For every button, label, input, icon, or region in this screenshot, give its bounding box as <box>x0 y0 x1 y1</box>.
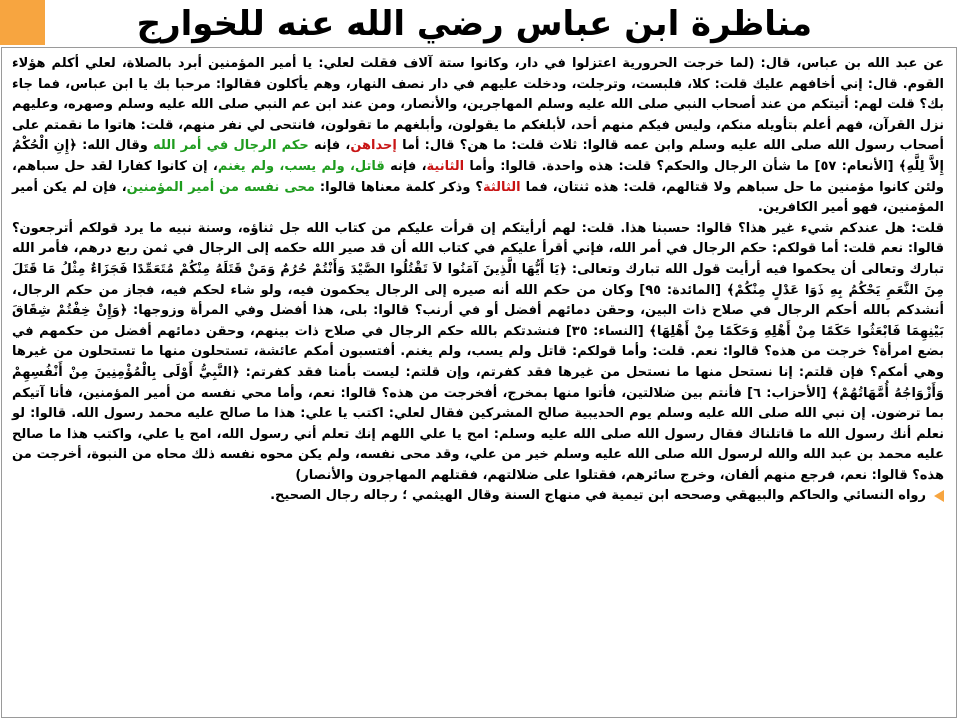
text-segment: قلت: هل عندكم شيء غير هذا؟ قالوا: حسبنا هذا. قلت: لهم أرأيتكم إن قرأت عليكم من كتاب الله جل ثناؤه، وسنة نبيه ما يرد قولكم أترجعون؟ قالوا: نعم قلت: أما قولكم: حكم الرجال في أمر الله، فإني أقرأ عليكم في كتاب الله أن قد صير الله حكمه إلى الرجال في ثمن ربع درهم، فأمر الله تبارك وتعالى أن يحكموا فيه أرأيت قول الله تبارك وتعالى: ﴿يَا أَيُّهَا الَّذِينَ آمَنُوا لاَ تَقْتُلُوا الصَّيْدَ وَأَنْتُمْ حُرُمٌ وَمَنْ قَتَلَهُ مِنْكُمْ مُتَعَمِّدًا فَجَزَاءٌ مِثْلُ مَا قَتَلَ مِنَ النَّعَمِ يَحْكُمُ بِهِ ذَوَا عَدْلٍ مِنْكُمْ﴾ [المائدة: ٩٥] وكان من حكم الله أنه صيره إلى الرجال يحكمون فيه، ولو شاء لحكم فيه، فجاز من حكم الرجال، أنشدكم بالله أحكم الرجال في صلاح ذات البين، وحقن دمائهم أفضل أو في أرنب؟ قالوا: بلى، هذا أفضل وفي المرأة وزوجها: ﴿وَإِنْ خِفْتُمْ شِقَاقَ بَيْنِهِمَا فَابْعَثُوا حَكَمًا مِنْ أَهْلِهِ وَحَكَمًا مِنْ أَهْلِهَا﴾ [النساء: ٣٥] فنشدتكم بالله حكم الرجال في صلاح ذات بينهم، وحقن دمائهم أفضل من حكمهم في بضع امرأة؟ خرجت من هذه؟ قالوا: نعم. قلت: وأما قولكم: قاتل ولم يسب، ولم يغنم. أفتسبون أمكم عائشة، تستحلون منها ما تستحلون من غيرها وهي أمكم؟ فإن قلتم: إنا نستحل منها ما نستحل من غيرها فقد كفرتم، وإن قلتم: ليست بأمنا فقد كفرتم: ﴿النَّبِيُّ أَوْلَى بِالْمُؤْمِنِينَ مِنْ أَنْفُسِهِمْ وَأَزْوَاجُهُ أُمَّهَاتُهُمْ﴾ [الأحزاب: ٦] فأنتم بين ضلالتين، فأتوا منها بمخرج، أفخرجت من هذه؟ قالوا: نعم، وأما محي نفسه من أمير المؤمنين، فأنا آتيكم بما ترضون. إن نبي الله صلى الله عليه وسلم يوم الحديبية صالح المشركين فقال لعلي: اكتب يا علي: هذا ما صالح عليه محمد رسول الله. قالوا: لو نعلم أنك رسول الله ما قاتلناك فقال رسول الله صلى الله عليه وسلم: امح يا علي اللهم إنك تعلم أني رسول الله، امح يا علي، واكتب هذا ما صالح عليه محمد بن عبد الله والله لرسول الله صلى الله عليه وسلم خير من علي، وقد محى نفسه، ولم يكن محوه نفسه ذلك محاه من النبوة، أخرجت من هذه؟ قالوا: نعم، فرجع منهم ألفان، وخرج سائرهم، فقتلوا على ضلالتهم، فقتلهم المهاجرون والأنصار) <box>12 220 944 483</box>
page-title: مناظرة ابن عباس رضي الله عنه للخوارج <box>136 4 812 44</box>
text-segment: وقال الله: ﴿إِنِ الْحُكْمُ إِلاَّ لِلَّهِ﴾ [الأنعام: ٥٧] ما شأن الرجال والحكم؟ قلت: هذه واحدة. قالوا: وأما <box>12 138 945 174</box>
text-segment: ، فإنه <box>308 138 351 154</box>
paragraph <box>12 219 944 487</box>
highlight-green: محى نفسه من أمير المؤمنين <box>126 179 315 195</box>
narration-text <box>2 48 956 486</box>
citation-text: رواه النسائي والحاكم والبيهقي وصححه ابن تيمية في منهاج السنة وقال الهيثمي ؛ رجاله رجال الصحيح. <box>270 488 926 504</box>
highlight-red: الثانية <box>426 158 465 174</box>
text-segment: ، فإن لم يكن أمير المؤمنين، فهو أمير الكافرين. <box>12 179 944 216</box>
text-segment: ؟ وذكر كلمة معناها قالوا: <box>314 179 483 195</box>
paragraph <box>12 54 944 219</box>
bullet-arrow-icon <box>934 490 944 502</box>
highlight-red: الثالثة <box>482 179 521 195</box>
highlight-green: حكم الرجال في أمر الله <box>153 138 309 154</box>
citation <box>2 486 956 506</box>
text-frame <box>1 47 957 718</box>
highlight-green: قاتل، ولم يسب، ولم يغنم <box>217 158 385 174</box>
text-segment: ، إن كانوا كفارا لقد حل سباهم، ولئن كانوا مؤمنين ما حل سباهم ولا قتالهم، قلت: هذه ثنتان، فما <box>12 158 944 195</box>
text-segment: عن عبد الله بن عباس، قال: (لما خرجت الحرورية اعتزلوا في دار، وكانوا ستة آلاف فقلت لعلي: يا أمير المؤمنين أبرد بالصلاة، لعلي أكلم هؤلاء القوم. قال: إني أخافهم عليك قلت: كلا، فلبست، وترجلت، ودخلت عليهم في دار نصف النهار، وهم يأكلون فقالوا: مرحبا بك يا ابن عباس، فما جاء بك؟ قلت لهم: أتيتكم من عند أصحاب النبي صلى الله عليه وسلم المهاجرين، والأنصار، ومن عند ابن عم النبي صلى الله عليه وسلم وصهره، وعليهم نزل القرآن، فهم أعلم بتأويله منكم، وليس فيكم منهم أحد، لأبلغكم ما يقولون، وأبلغهم ما تقولون، فانتحى لي نفر منهم، قلت: هاتوا ما نقمتم على أصحاب رسول الله صلى الله عليه وسلم وابن عمه قالوا: ثلاث قلت: ما هن؟ قال: أما <box>12 56 944 154</box>
highlight-red: إحداهن <box>350 138 397 154</box>
text-segment: ، فإنه <box>384 158 427 174</box>
